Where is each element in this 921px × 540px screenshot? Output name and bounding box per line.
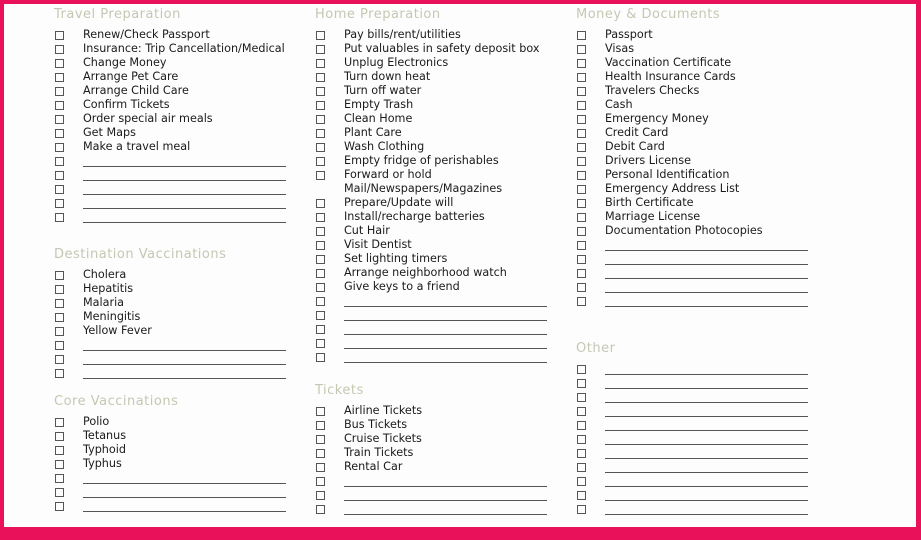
checkbox-icon[interactable]	[316, 101, 325, 110]
checkbox-icon[interactable]	[55, 488, 64, 497]
checklist-item	[576, 98, 720, 112]
item-label: Plant Care	[344, 126, 402, 139]
blank-checklist-item	[54, 366, 226, 380]
item-label: Turn off water	[344, 84, 422, 97]
item-label: Cut Hair	[344, 224, 390, 237]
checkbox-icon[interactable]	[316, 477, 325, 486]
item-label: Bus Tickets	[344, 418, 408, 431]
item-label: Meningitis	[83, 310, 141, 323]
item-label: Visas	[605, 42, 635, 55]
checkbox-icon[interactable]	[316, 297, 325, 306]
write-in-line[interactable]	[83, 222, 286, 223]
checkbox-icon[interactable]	[577, 73, 586, 82]
item-label: Train Tickets	[344, 446, 414, 459]
checklist-item	[54, 296, 226, 310]
checkbox-icon[interactable]	[55, 45, 64, 54]
checklist-item	[54, 28, 210, 42]
checklist	[54, 415, 178, 513]
checklist-item	[315, 460, 403, 474]
write-in-line[interactable]	[344, 514, 547, 515]
checklist-item	[54, 282, 226, 296]
checkbox-icon[interactable]	[55, 101, 64, 110]
checkbox-icon[interactable]	[577, 505, 586, 514]
checklist-item	[54, 42, 285, 56]
checkbox-icon[interactable]	[577, 283, 586, 292]
item-label: Set lighting timers	[344, 252, 448, 265]
checklist-item	[315, 418, 408, 432]
checklist-item	[576, 42, 720, 56]
write-in-line[interactable]	[344, 500, 547, 501]
blank-checklist-item	[54, 210, 181, 224]
item-label: Pay bills/rent/utilities	[344, 28, 461, 41]
checkbox-icon[interactable]	[577, 157, 586, 166]
blank-checklist-item	[315, 294, 441, 308]
item-label: Give keys to a friend	[344, 280, 460, 293]
write-in-line[interactable]	[344, 306, 547, 307]
blank-checklist-item	[315, 308, 441, 322]
write-in-line[interactable]	[344, 334, 547, 335]
write-in-line[interactable]	[83, 497, 286, 498]
write-in-line[interactable]	[83, 364, 286, 365]
blank-checklist-item	[576, 294, 720, 308]
checklist-item	[576, 140, 720, 154]
item-label: Drivers License	[605, 154, 691, 167]
write-in-line[interactable]	[605, 430, 808, 431]
checkbox-icon[interactable]	[316, 325, 325, 334]
blank-checklist-item	[315, 488, 364, 502]
checklist-item	[54, 429, 178, 443]
blank-checklist-item	[576, 474, 615, 488]
blank-checklist-item	[54, 471, 178, 485]
blank-checklist-item	[315, 474, 364, 488]
checkbox-icon[interactable]	[55, 59, 64, 68]
checkbox-icon[interactable]	[577, 129, 586, 138]
checkbox-icon[interactable]	[55, 185, 64, 194]
checkbox-icon[interactable]	[316, 213, 325, 222]
checkbox-icon[interactable]	[316, 339, 325, 348]
checklist-item	[576, 210, 720, 224]
blank-checklist-item	[54, 196, 181, 210]
checklist-item	[54, 98, 181, 112]
checkbox-icon[interactable]	[316, 435, 325, 444]
checklist-item	[315, 252, 448, 266]
item-label: Passport	[605, 28, 653, 41]
blank-checklist-item	[54, 182, 181, 196]
write-in-line[interactable]	[605, 292, 808, 293]
checkbox-icon[interactable]	[316, 59, 325, 68]
checkbox-icon[interactable]	[577, 199, 586, 208]
checkbox-icon[interactable]	[577, 421, 586, 430]
checkbox-icon[interactable]	[577, 491, 586, 500]
checkbox-icon[interactable]	[316, 73, 325, 82]
write-in-line[interactable]	[605, 250, 808, 251]
blank-checklist-item	[576, 280, 720, 294]
item-label: Cruise Tickets	[344, 432, 422, 445]
item-label: Malaria	[83, 296, 125, 309]
checkbox-icon[interactable]	[55, 31, 64, 40]
checklist-item	[315, 42, 540, 56]
checkbox-icon[interactable]	[577, 31, 586, 40]
item-label: Marriage License	[605, 210, 701, 223]
item-label: Cholera	[83, 268, 127, 281]
blank-checklist-item	[576, 266, 720, 280]
checklist-item	[54, 457, 178, 471]
checklist	[315, 404, 423, 516]
checklist-item	[576, 56, 732, 70]
blank-checklist-item	[315, 322, 441, 336]
checklist-item	[315, 446, 414, 460]
item-label: Birth Certificate	[605, 196, 694, 209]
checklist-item	[315, 238, 441, 252]
blank-checklist-item	[54, 154, 181, 168]
blank-checklist-item	[315, 336, 441, 350]
item-label: Confirm Tickets	[83, 98, 170, 111]
write-in-line[interactable]	[605, 472, 808, 473]
section-heading: Tickets	[315, 383, 364, 398]
section-other	[576, 340, 615, 516]
section-travel-preparation	[54, 6, 285, 224]
checklist-item	[54, 112, 213, 126]
checklist-item	[54, 126, 181, 140]
item-label: Health Insurance Cards	[605, 70, 736, 83]
checkbox-icon[interactable]	[577, 477, 586, 486]
write-in-line[interactable]	[605, 306, 808, 307]
write-in-line[interactable]	[83, 511, 286, 512]
checklist-item	[315, 210, 485, 224]
section-heading: Destination Vaccinations	[54, 247, 227, 262]
item-label: Unplug Electronics	[344, 56, 449, 69]
checkbox-icon[interactable]	[577, 393, 586, 402]
checklist-item	[315, 140, 441, 154]
item-label: Empty fridge of perishables	[344, 154, 499, 167]
item-label: Arrange neighborhood watch	[344, 266, 507, 279]
blank-checklist-item	[54, 168, 181, 182]
item-label: Typhus	[83, 457, 122, 470]
checkbox-icon[interactable]	[577, 87, 586, 96]
item-label: Forward or hold Mail/Newspapers/Magazines	[344, 168, 503, 195]
blank-checklist-item	[54, 338, 226, 352]
blank-checklist-item	[576, 418, 615, 432]
checklist-item	[576, 154, 720, 168]
checklist	[576, 362, 615, 516]
write-in-line[interactable]	[344, 348, 547, 349]
blank-checklist-item	[576, 432, 615, 446]
checkbox-icon[interactable]	[316, 491, 325, 500]
item-label: Vaccination Certificate	[605, 56, 732, 69]
checkbox-icon[interactable]	[55, 418, 64, 427]
checkbox-icon[interactable]	[55, 73, 64, 82]
checklist-item	[315, 224, 441, 238]
checkbox-icon[interactable]	[55, 143, 64, 152]
checklist-item	[315, 280, 460, 294]
item-label: Put valuables in safety deposit box	[344, 42, 540, 55]
item-label: Arrange Child Care	[83, 84, 189, 97]
checklist-item	[315, 28, 461, 42]
item-label: Renew/Check Passport	[83, 28, 210, 41]
checklist	[54, 28, 285, 224]
checkbox-icon[interactable]	[316, 87, 325, 96]
item-label: Wash Clothing	[344, 140, 425, 153]
item-label: Install/recharge batteries	[344, 210, 485, 223]
checklist-item	[54, 443, 178, 457]
section-tickets	[315, 382, 423, 516]
item-label: Airline Tickets	[344, 404, 423, 417]
checklist	[54, 268, 226, 380]
checkbox-icon[interactable]	[316, 269, 325, 278]
checkbox-icon[interactable]	[577, 463, 586, 472]
write-in-line[interactable]	[605, 416, 808, 417]
blank-checklist-item	[54, 352, 226, 366]
write-in-line[interactable]	[605, 388, 808, 389]
checklist-item	[54, 70, 181, 84]
checklist-item	[576, 70, 736, 84]
checklist-item	[54, 268, 226, 282]
checkbox-icon[interactable]	[316, 463, 325, 472]
item-label: Debit Card	[605, 140, 665, 153]
blank-checklist-item	[576, 460, 615, 474]
write-in-line[interactable]	[605, 374, 808, 375]
checkbox-icon[interactable]	[316, 227, 325, 236]
item-label: Tetanus	[83, 429, 127, 442]
checklist-item	[54, 310, 226, 324]
item-label: Hepatitis	[83, 282, 134, 295]
checkbox-icon[interactable]	[577, 435, 586, 444]
item-label: Rental Car	[344, 460, 403, 473]
section-heading: Money & Documents	[576, 7, 721, 22]
checkbox-icon[interactable]	[55, 157, 64, 166]
checklist-item	[315, 266, 507, 280]
item-label: Empty Trash	[344, 98, 414, 111]
checklist-page	[4, 4, 916, 527]
checkbox-icon[interactable]	[316, 31, 325, 40]
write-in-line[interactable]	[605, 278, 808, 279]
write-in-line[interactable]	[83, 208, 286, 209]
item-label: Travelers Checks	[605, 84, 700, 97]
section-heading: Travel Preparation	[54, 7, 181, 22]
write-in-line[interactable]	[605, 402, 808, 403]
checklist-item	[315, 84, 441, 98]
checkbox-icon[interactable]	[316, 45, 325, 54]
checkbox-icon[interactable]	[55, 115, 64, 124]
checklist-item	[315, 404, 423, 418]
checkbox-icon[interactable]	[577, 143, 586, 152]
checklist-item	[576, 224, 763, 238]
checkbox-icon[interactable]	[55, 285, 64, 294]
checklist-item	[576, 126, 720, 140]
blank-checklist-item	[54, 485, 178, 499]
write-in-line[interactable]	[83, 166, 286, 167]
checklist-item	[315, 70, 441, 84]
blank-checklist-item	[576, 376, 615, 390]
write-in-line[interactable]	[344, 486, 547, 487]
checkbox-icon[interactable]	[316, 241, 325, 250]
blank-checklist-item	[576, 446, 615, 460]
item-label: Change Money	[83, 56, 167, 69]
blank-checklist-item	[576, 404, 615, 418]
checkbox-icon[interactable]	[55, 299, 64, 308]
item-label: Turn down heat	[344, 70, 431, 83]
blank-checklist-item	[315, 502, 364, 516]
checkbox-icon[interactable]	[55, 171, 64, 180]
checkbox-icon[interactable]	[577, 269, 586, 278]
blank-checklist-item	[576, 362, 615, 376]
checkbox-icon[interactable]	[316, 505, 325, 514]
checkbox-icon[interactable]	[577, 365, 586, 374]
checklist-item	[315, 168, 503, 196]
blank-checklist-item	[576, 390, 615, 404]
item-label: Credit Card	[605, 126, 669, 139]
checkbox-icon[interactable]	[316, 171, 325, 180]
checkbox-icon[interactable]	[577, 45, 586, 54]
item-label: Polio	[83, 415, 110, 428]
checkbox-icon[interactable]	[316, 421, 325, 430]
checklist-item	[315, 126, 441, 140]
write-in-line[interactable]	[344, 362, 547, 363]
checkbox-icon[interactable]	[577, 449, 586, 458]
checkbox-icon[interactable]	[577, 171, 586, 180]
checkbox-icon[interactable]	[55, 432, 64, 441]
section-heading: Core Vaccinations	[54, 394, 179, 409]
checkbox-icon[interactable]	[577, 297, 586, 306]
checklist-item	[576, 112, 720, 126]
checkbox-icon[interactable]	[55, 355, 64, 364]
checkbox-icon[interactable]	[55, 460, 64, 469]
write-in-line[interactable]	[605, 486, 808, 487]
checklist-item	[576, 182, 740, 196]
blank-checklist-item	[576, 488, 615, 502]
checkbox-icon[interactable]	[577, 59, 586, 68]
checkbox-icon[interactable]	[316, 143, 325, 152]
checklist-item	[576, 196, 720, 210]
checklist-item	[576, 28, 720, 42]
checklist-item	[54, 56, 181, 70]
blank-checklist-item	[576, 502, 615, 516]
checkbox-icon[interactable]	[316, 353, 325, 362]
write-in-line[interactable]	[83, 483, 286, 484]
checkbox-icon[interactable]	[55, 327, 64, 336]
checkbox-icon[interactable]	[55, 341, 64, 350]
checklist-item	[315, 112, 441, 126]
checkbox-icon[interactable]	[316, 129, 325, 138]
checklist-item	[315, 432, 422, 446]
checkbox-icon[interactable]	[316, 311, 325, 320]
blank-checklist-item	[576, 238, 720, 252]
checklist-item	[315, 98, 441, 112]
checkbox-icon[interactable]	[55, 271, 64, 280]
item-label: Prepare/Update will	[344, 196, 454, 209]
write-in-line[interactable]	[605, 514, 808, 515]
checkbox-icon[interactable]	[577, 379, 586, 388]
section-core-vaccinations	[54, 393, 178, 513]
checklist-item	[54, 140, 191, 154]
checkbox-icon[interactable]	[316, 157, 325, 166]
checklist-item	[54, 324, 226, 338]
checkbox-icon[interactable]	[55, 87, 64, 96]
item-label: Typhoid	[83, 443, 126, 456]
checkbox-icon[interactable]	[316, 449, 325, 458]
section-home-preparation	[315, 6, 540, 364]
checkbox-icon[interactable]	[55, 474, 64, 483]
checklist-item	[54, 84, 189, 98]
item-label: Emergency Money	[605, 112, 709, 125]
write-in-line[interactable]	[83, 350, 286, 351]
checkbox-icon[interactable]	[316, 115, 325, 124]
checkbox-icon[interactable]	[55, 369, 64, 378]
checklist	[315, 28, 540, 364]
checkbox-icon[interactable]	[577, 101, 586, 110]
checkbox-icon[interactable]	[55, 446, 64, 455]
item-label: Personal Identification	[605, 168, 730, 181]
item-label: Order special air meals	[83, 112, 213, 125]
checkbox-icon[interactable]	[577, 185, 586, 194]
checklist-item	[315, 56, 449, 70]
checkbox-icon[interactable]	[55, 313, 64, 322]
write-in-line[interactable]	[83, 194, 286, 195]
write-in-line[interactable]	[605, 458, 808, 459]
checkbox-icon[interactable]	[55, 213, 64, 222]
checkbox-icon[interactable]	[577, 227, 586, 236]
write-in-line[interactable]	[605, 500, 808, 501]
item-label: Emergency Address List	[605, 182, 740, 195]
write-in-line[interactable]	[605, 264, 808, 265]
item-label: Insurance: Trip Cancellation/Medical	[83, 42, 285, 55]
checkbox-icon[interactable]	[577, 255, 586, 264]
item-label: Yellow Fever	[83, 324, 152, 337]
item-label: Documentation Photocopies	[605, 224, 763, 237]
checkbox-icon[interactable]	[55, 129, 64, 138]
blank-checklist-item	[54, 499, 178, 513]
item-label: Cash	[605, 98, 633, 111]
write-in-line[interactable]	[344, 320, 547, 321]
checklist-item	[315, 196, 454, 210]
section-heading: Home Preparation	[315, 7, 441, 22]
write-in-line[interactable]	[83, 378, 286, 379]
write-in-line[interactable]	[83, 180, 286, 181]
checklist-item	[576, 84, 720, 98]
checkbox-icon[interactable]	[316, 407, 325, 416]
checklist-item	[315, 154, 499, 168]
item-label: Make a travel meal	[83, 140, 191, 153]
section-money-documents	[576, 6, 763, 308]
checkbox-icon[interactable]	[316, 283, 325, 292]
checkbox-icon[interactable]	[577, 241, 586, 250]
checklist-item	[576, 168, 730, 182]
section-heading: Other	[576, 341, 616, 356]
checkbox-icon[interactable]	[316, 255, 325, 264]
item-label: Get Maps	[83, 126, 136, 139]
blank-checklist-item	[315, 350, 441, 364]
checkbox-icon[interactable]	[55, 199, 64, 208]
write-in-line[interactable]	[605, 444, 808, 445]
item-label: Clean Home	[344, 112, 413, 125]
checkbox-icon[interactable]	[577, 407, 586, 416]
item-label: Arrange Pet Care	[83, 70, 179, 83]
blank-checklist-item	[576, 252, 720, 266]
checkbox-icon[interactable]	[316, 199, 325, 208]
checklist-item	[54, 415, 178, 429]
section-destination-vaccinations	[54, 246, 226, 380]
checkbox-icon[interactable]	[577, 115, 586, 124]
checkbox-icon[interactable]	[577, 213, 586, 222]
checkbox-icon[interactable]	[55, 502, 64, 511]
item-label: Visit Dentist	[344, 238, 412, 251]
checklist	[576, 28, 763, 308]
